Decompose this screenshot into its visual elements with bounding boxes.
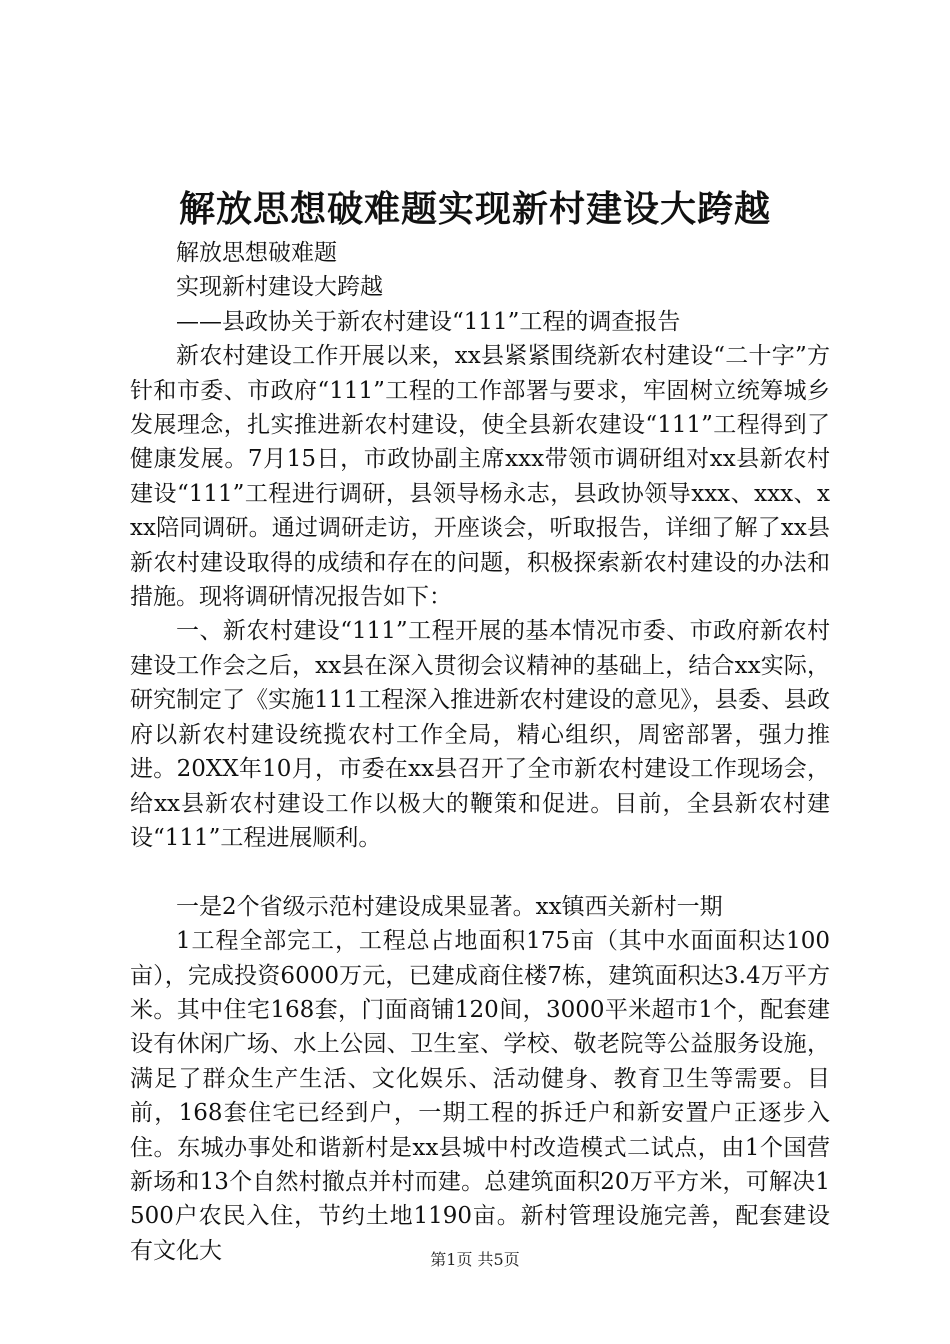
paragraph-item-one-detail: 1工程全部完工，工程总占地面积175亩（其中水面面积达100亩），完成投资6000万元，已建成商住楼7栋，建筑面积达3.4万平方米。其中住宅168套，门面商铺120间，3000平米超市1个，配套建设有休闲广场、水上公园、卫生室、学校、敬老院等公益服务设施，满足了群众生产生活、文化娱乐、活动健身、教育卫生等需要。目前，168套住宅已经到户，一期工程的拆迁户和新安置户正逐步入住。东城办事处和谐新村是xx县城中村改造模式二试点，由1个国营新场和13个自然村撤点并村而建。总建筑面积20万平方米，可解决1500户农民入住，节约土地1190亩。新村管理设施完善，配套建设有文化大 xyxy=(130,928,830,1264)
page-number: 第1页 共5页 xyxy=(430,1250,520,1269)
document-title: 解放思想破难题实现新村建设大跨越 xyxy=(178,188,771,230)
paragraph-section-one: 一、新农村建设“111”工程开展的基本情况市委、市政府新农村建设工作会之后，xx县在深入贯彻会议精神的基础上，结合xx实际，研究制定了《实施111工程深入推进新农村建设的意见》，县委、县政府以新农村建设统揽农村工作全局，精心组织，周密部署，强力推进。20XX年10月，市委在xx县召开了全市新农村建设工作现场会，给xx县新农村建设工作以极大的鞭策和促进。目前，全县新农村建设“111”工程进展顺利。 xyxy=(130,618,830,851)
document-body xyxy=(130,236,830,1268)
subtitle-line-3: ——县政协关于新农村建设“111”工程的调查报告 xyxy=(176,308,681,335)
subtitle-line-2: 实现新村建设大跨越 xyxy=(176,274,383,301)
paragraph-intro: 新农村建设工作开展以来，xx县紧紧围绕新农村建设“二十字”方针和市委、市政府“111”工程的工作部署与要求，牢固树立统筹城乡发展理念，扎实推进新农村建设，使全县新农建设“111”工程得到了健康发展。7月15日，市政协副主席xxx带领市调研组对xx县新农村建设“111”工程进行调研，县领导杨永志，县政协领导xxx、xxx、xxx陪同调研。通过调研走访，开座谈会，听取报告，详细了解了xx县新农村建设取得的成绩和存在的问题，积极探索新农村建设的办法和措施。现将调研情况报告如下： xyxy=(130,343,830,611)
paragraph-gap xyxy=(130,855,830,889)
paragraph-item-one: 一是2个省级示范村建设成果显著。xx镇西关新村一期 xyxy=(176,893,723,920)
subtitle-line-1: 解放思想破难题 xyxy=(176,240,337,266)
